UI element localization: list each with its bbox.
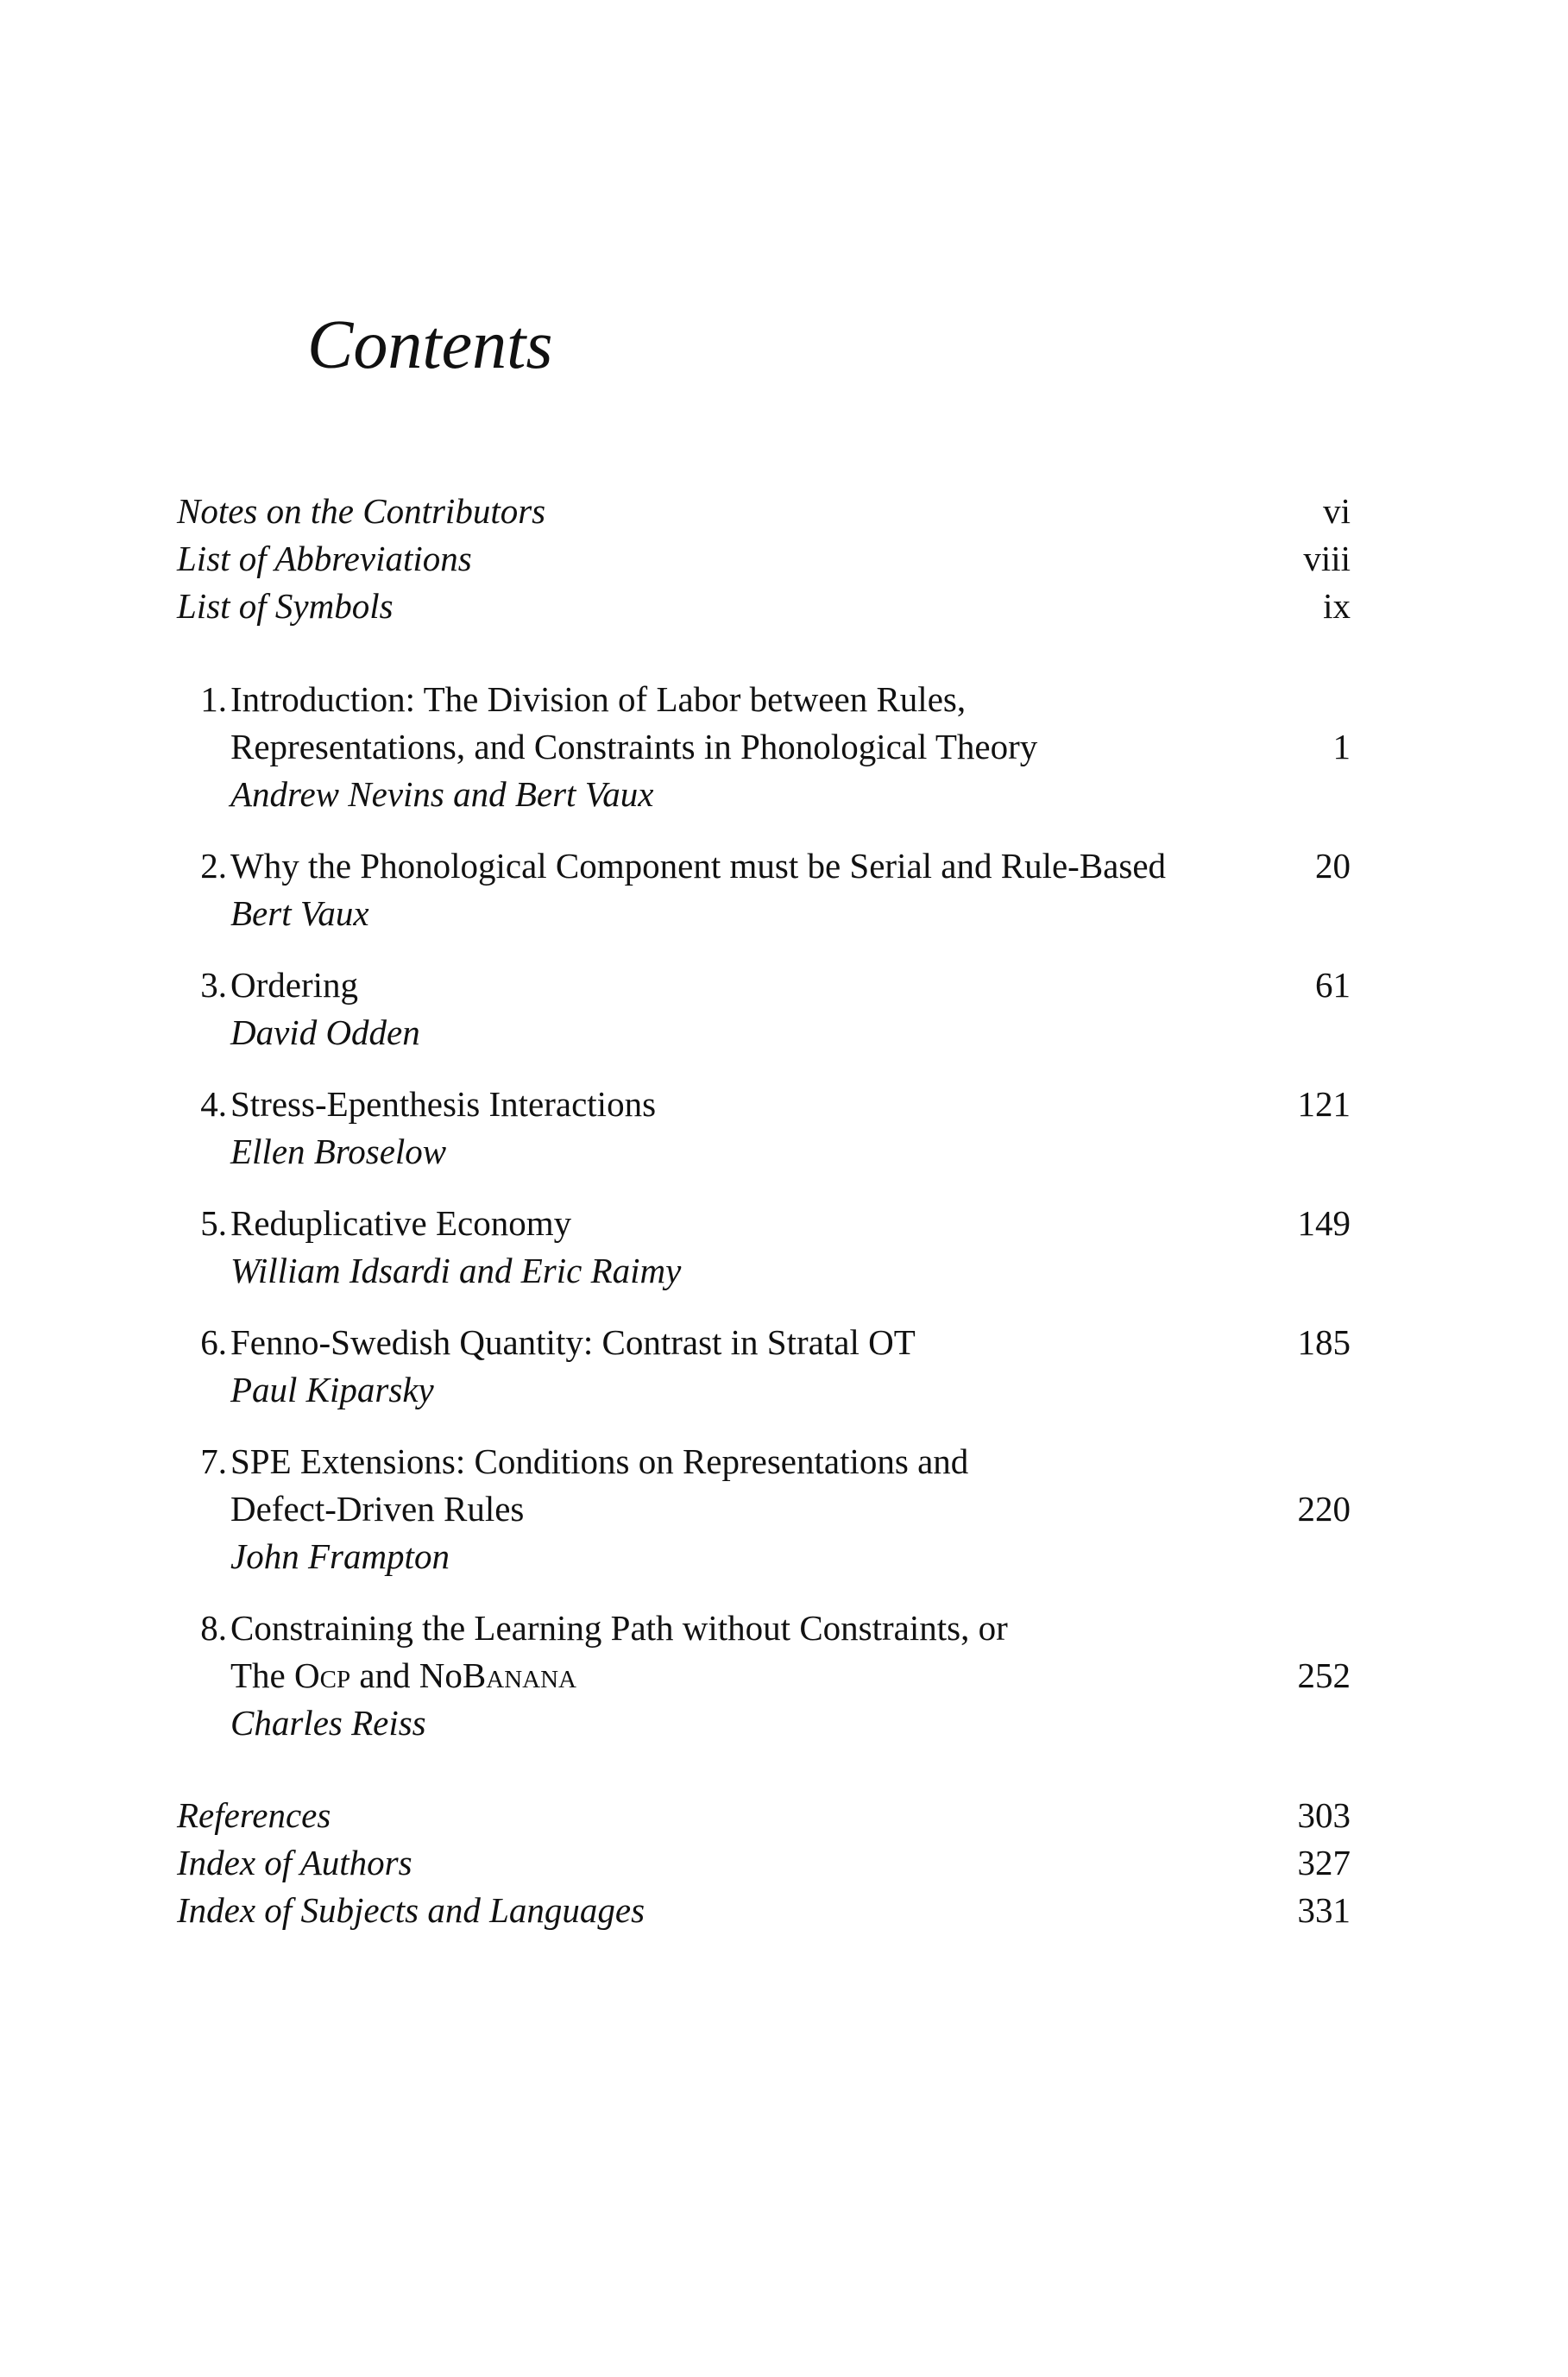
chapter-number: 7. [200, 1441, 227, 1481]
chapter-list [177, 676, 1351, 1771]
chapter-page: 185 [1297, 1322, 1351, 1362]
page-title: Contents [307, 307, 553, 383]
chapter-entry-1[interactable] [177, 676, 1351, 818]
chapter-entry-8[interactable] [177, 1605, 1351, 1747]
title-text: and No [350, 1655, 463, 1695]
entry-label: List of Symbols [177, 586, 394, 626]
chapter-title-line: Ordering [230, 965, 359, 1005]
chapter-author: William Idsardi and Eric Raimy [230, 1251, 682, 1290]
chapter-author: John Frampton [230, 1536, 450, 1576]
chapter-number: 8. [200, 1608, 227, 1648]
chapter-author: Ellen Broselow [230, 1132, 447, 1171]
chapter-entry-5[interactable] [177, 1200, 1351, 1295]
chapter-page: 149 [1297, 1203, 1351, 1243]
toc-entry-references[interactable] [177, 1792, 1351, 1839]
chapter-number: 4. [200, 1084, 227, 1124]
chapter-title-line: Introduction: The Division of Labor between Rules, [230, 679, 967, 719]
chapter-title-line: Reduplicative Economy [230, 1203, 572, 1243]
entry-label: Index of Authors [177, 1843, 412, 1882]
banana-smallcaps: Banana [462, 1655, 576, 1695]
chapter-page: 252 [1297, 1655, 1351, 1695]
entry-page: 303 [1297, 1795, 1351, 1835]
toc-entry-index-authors[interactable] [177, 1839, 1351, 1887]
chapter-number: 2. [200, 846, 227, 886]
entry-page: ix [1323, 586, 1351, 626]
chapter-author: Charles Reiss [230, 1703, 426, 1743]
chapter-entry-4[interactable] [177, 1081, 1351, 1176]
chapter-page: 61 [1315, 965, 1351, 1005]
chapter-title-line: Stress-Epenthesis Interactions [230, 1084, 657, 1124]
toc-entry-index-subjects[interactable] [177, 1887, 1351, 1934]
entry-page: viii [1303, 539, 1351, 578]
entry-label: Notes on the Contributors [177, 491, 546, 531]
chapter-entry-7[interactable] [177, 1438, 1351, 1580]
chapter-number: 5. [200, 1203, 227, 1243]
chapter-title-line: Why the Phonological Component must be Serial and Rule-Based [230, 846, 1167, 886]
toc-entry-symbols[interactable] [177, 583, 1351, 630]
chapter-title-line: Constraining the Learning Path without Constraints, or [230, 1608, 1008, 1648]
entry-label: References [177, 1795, 331, 1835]
chapter-page: 20 [1315, 846, 1351, 886]
chapter-page: 1 [1332, 727, 1351, 766]
chapter-title-line: Defect-Driven Rules [230, 1489, 525, 1529]
chapter-author: Bert Vaux [230, 893, 369, 933]
chapter-entry-2[interactable] [177, 842, 1351, 937]
chapter-title-line: Representations, and Constraints in Phonological Theory [230, 727, 1038, 766]
chapter-author: David Odden [230, 1012, 420, 1052]
entry-page: 331 [1297, 1890, 1351, 1930]
chapter-number: 1. [200, 679, 227, 719]
ocp-smallcaps: Ocp [294, 1655, 351, 1695]
entry-label: Index of Subjects and Languages [177, 1890, 645, 1930]
chapter-entry-6[interactable] [177, 1319, 1351, 1414]
toc-entry-contributors[interactable] [177, 488, 1351, 535]
title-text: The [230, 1655, 294, 1695]
chapter-title-line: Fenno-Swedish Quantity: Contrast in Stratal OT [230, 1322, 916, 1362]
chapter-entry-3[interactable] [177, 962, 1351, 1056]
chapter-page: 220 [1297, 1489, 1351, 1529]
chapter-number: 3. [200, 965, 227, 1005]
back-matter-list [177, 1792, 1351, 1934]
toc-entry-abbreviations[interactable] [177, 535, 1351, 583]
chapter-page: 121 [1297, 1084, 1351, 1124]
entry-page: 327 [1297, 1843, 1351, 1882]
chapter-author: Andrew Nevins and Bert Vaux [230, 774, 654, 814]
entry-label: List of Abbreviations [177, 539, 472, 578]
front-matter-list [177, 488, 1351, 630]
chapter-title-line: SPE Extensions: Conditions on Representations and [230, 1441, 969, 1481]
entry-page: vi [1323, 491, 1351, 531]
chapter-number: 6. [200, 1322, 227, 1362]
chapter-title-line [230, 1652, 1281, 1699]
chapter-author: Paul Kiparsky [230, 1370, 434, 1409]
